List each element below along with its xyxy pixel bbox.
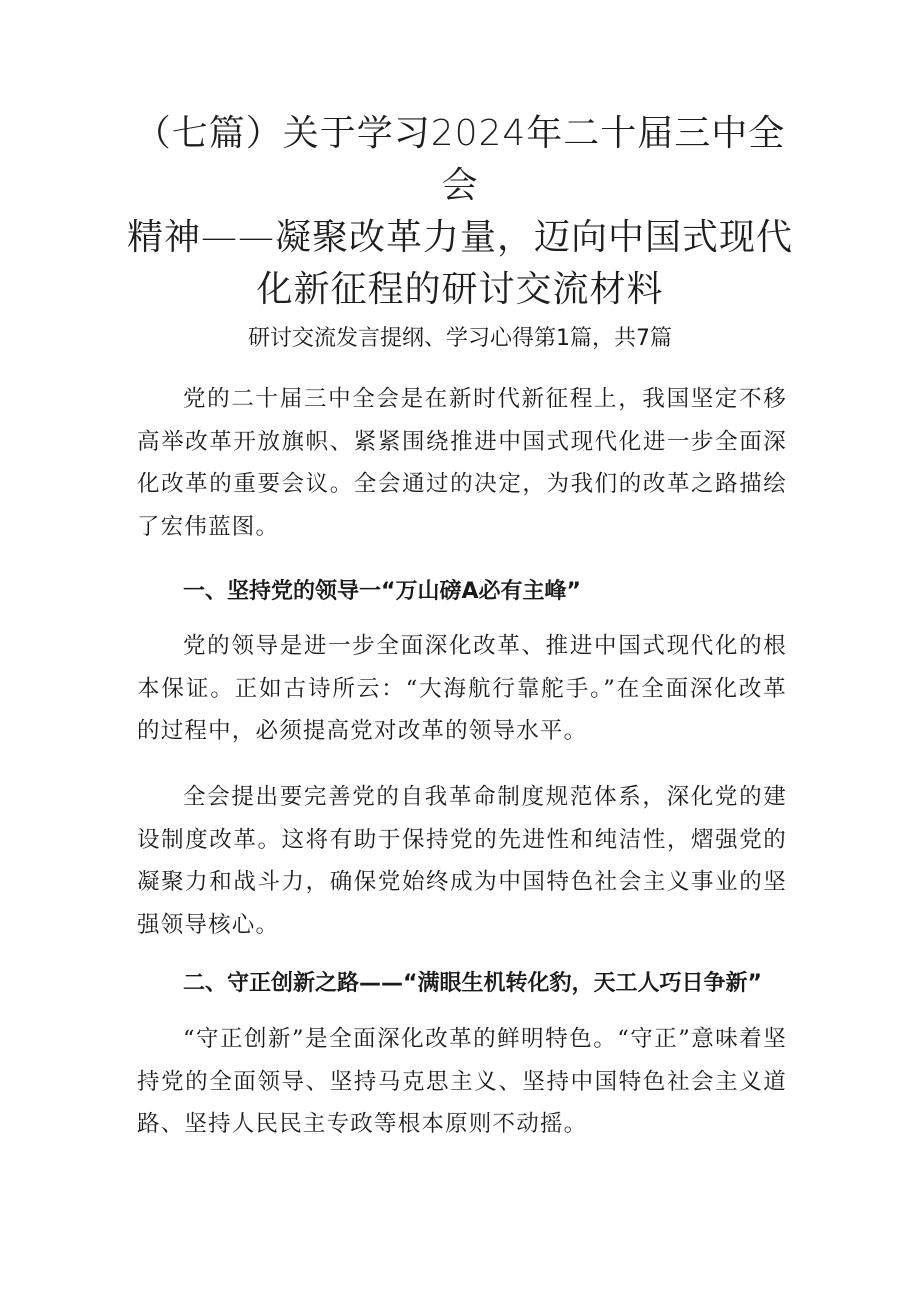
paragraph-innovation: “守正创新”是全面深化改革的鲜明特色。“守正”意味着坚持党的全面领导、坚持马克思主义、坚持中国特色社会主义道路、坚持人民民主专政等根本原则不动摇。 [137, 1026, 787, 1137]
paragraph-intro: 党的二十届三中全会是在新时代新征程上，我国坚定不移高举改革开放旗帜、紧紧围绕推进中国式现代化进一步全面深化改革的重要会议。全会通过的决定，为我们的改革之路描绘了宏伟蓝图。 [137, 386, 787, 540]
title-line-3: 化新征程的研讨交流材料 [256, 269, 664, 310]
paragraph-party-leadership: 党的领导是进一步全面深化改革、推进中国式现代化的根本保证。正如古诗所云：“大海航行靠舵手。”在全面深化改革的过程中，必须提高党对改革的领导水平。 [137, 633, 787, 744]
document-title [120, 108, 800, 316]
title-line-2: 精神——凝聚改革力量，迈向中国式现代 [126, 217, 793, 258]
document-subtitle: 研讨交流发言提纲、学习心得第1篇，共7篇 [248, 326, 672, 351]
title-line-1: （七篇）关于学习2024年二十届三中全会 [134, 113, 786, 206]
paragraph-self-revolution: 全会提出要完善党的自我革命制度规范体系，深化党的建设制度改革。这将有助于保持党的先进性和纯洁性，熠强党的凝聚力和战斗力，确保党始终成为中国特色社会主义事业的坚强领导核心。 [137, 784, 787, 938]
section-heading-2: 二、守正创新之路——“满眼生机转化豹，天工人巧日争新” [183, 971, 762, 996]
section-heading-1: 一、坚持党的领导一“万山磅A必有主峰” [183, 579, 581, 604]
